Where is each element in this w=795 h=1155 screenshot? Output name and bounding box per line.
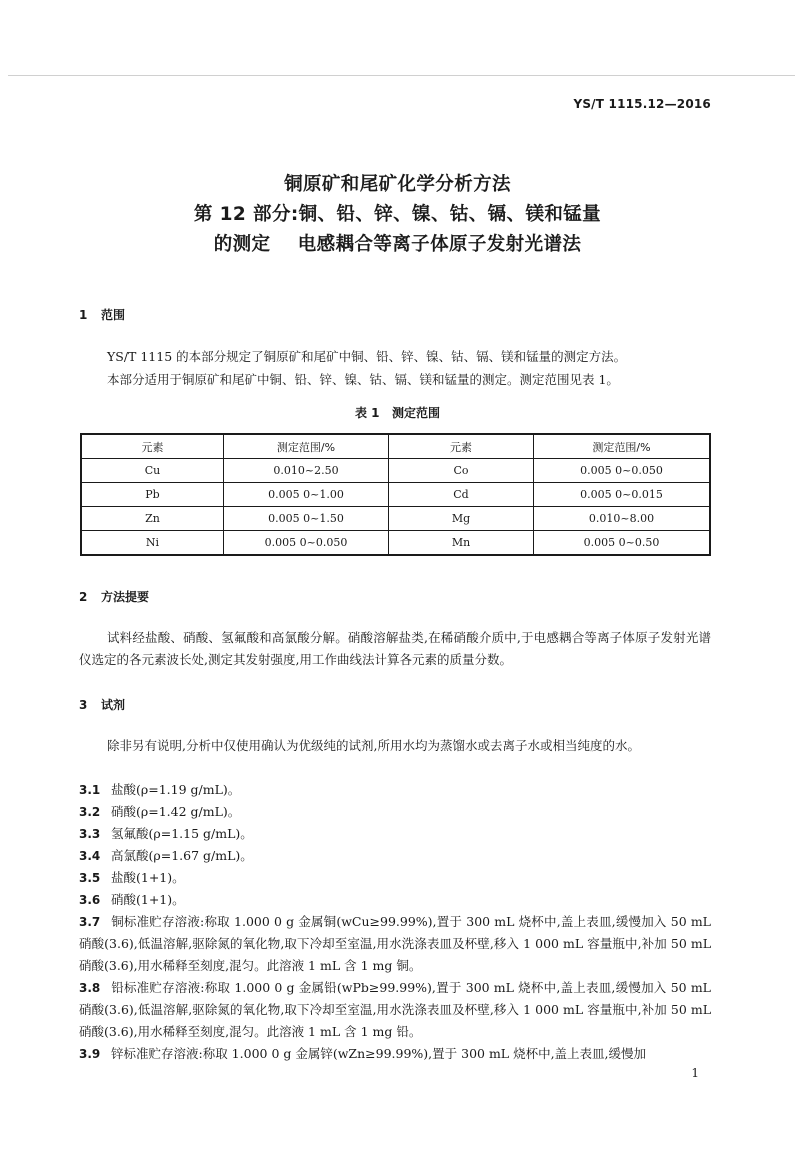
table-header-row xyxy=(81,434,710,459)
table-cell: 0.005 0~1.50 xyxy=(224,507,389,531)
table-cell: 0.010~2.50 xyxy=(224,459,389,483)
section-title: 试剂 xyxy=(101,698,126,712)
table-row xyxy=(81,459,710,483)
table-cell: 0.005 0~0.50 xyxy=(534,531,711,556)
item-text: 锌标准贮存溶液:称取 1.000 0 g 金属锌(wZn≥99.99%),置于 300 mL 烧杯中,盖上表皿,缓慢加 xyxy=(111,1046,647,1061)
table-row xyxy=(81,507,710,531)
title-line-1: 铜原矿和尾矿化学分析方法 xyxy=(284,174,511,195)
section-title: 范围 xyxy=(101,308,126,322)
section-number: 3 xyxy=(79,698,88,712)
item-number: 3.2 xyxy=(79,805,101,819)
item-number: 3.1 xyxy=(79,783,101,797)
item-number: 3.5 xyxy=(79,871,101,885)
section-1-heading xyxy=(79,306,125,323)
item-number: 3.9 xyxy=(79,1047,101,1061)
item-text: 硝酸(1+1)。 xyxy=(111,892,185,907)
table-cell: 0.010~8.00 xyxy=(534,507,711,531)
item-text: 高氯酸(ρ=1.67 g/mL)。 xyxy=(111,848,253,863)
section-1-paragraph-1: YS/T 1115 的本部分规定了铜原矿和尾矿中铜、铅、锌、镍、钴、镉、镁和锰量的测定方法。 xyxy=(107,349,627,364)
section-3-paragraph: 除非另有说明,分析中仅使用确认为优级纯的试剂,所用水均为蒸馏水或去离子水或相当纯度的水。 xyxy=(107,738,640,753)
section-title: 方法提要 xyxy=(101,590,150,604)
section-2-heading xyxy=(79,588,149,605)
item-number: 3.3 xyxy=(79,827,101,841)
list-item xyxy=(79,845,711,867)
item-text: 铅标准贮存溶液:称取 1.000 0 g 金属铅(wPb≥99.99%),置于 300 mL 烧杯中,盖上表皿,缓慢加入 50 mL 硝酸(3.6),低温溶解,驱除氮的氧化物,取下冷却至室温,用水洗涤表皿及杯壁,移入 1 000 mL 容量瓶中,补加 50 mL 硝酸(3.6),用水稀释至刻度,混匀。此溶液 1 mL 含 1 mg 铅。 xyxy=(79,980,711,1039)
page-number: 1 xyxy=(691,1066,699,1080)
item-text: 铜标准贮存溶液:称取 1.000 0 g 金属铜(wCu≥99.99%),置于 300 mL 烧杯中,盖上表皿,缓慢加入 50 mL 硝酸(3.6),低温溶解,驱除氮的氧化物,取下冷却至室温,用水洗涤表皿及杯壁,移入 1 000 mL 容量瓶中,补加 50 mL 硝酸(3.6),用水稀释至刻度,混匀。此溶液 1 mL 含 1 mg 铜。 xyxy=(79,914,711,973)
table-cell: Zn xyxy=(81,507,224,531)
column-header: 测定范围/% xyxy=(224,434,389,459)
table-cell: Pb xyxy=(81,483,224,507)
header-rule xyxy=(8,75,795,76)
item-text: 盐酸(1+1)。 xyxy=(111,870,185,885)
table-cell: 0.005 0~1.00 xyxy=(224,483,389,507)
item-text: 硝酸(ρ=1.42 g/mL)。 xyxy=(111,804,241,819)
column-header: 元素 xyxy=(389,434,534,459)
table-cell: Ni xyxy=(81,531,224,556)
list-item xyxy=(79,911,711,977)
list-item xyxy=(79,867,711,889)
list-item xyxy=(79,779,711,801)
column-header: 元素 xyxy=(81,434,224,459)
item-number: 3.7 xyxy=(79,915,101,929)
section-2-paragraph: 试料经盐酸、硝酸、氢氟酸和高氯酸分解。硝酸溶解盐类,在稀硝酸介质中,于电感耦合等离子体原子发射光谱仪选定的各元素波长处,测定其发射强度,用工作曲线法计算各元素的质量分数。 xyxy=(79,630,711,667)
table-cell: 0.005 0~0.050 xyxy=(224,531,389,556)
table-cell: Cu xyxy=(81,459,224,483)
item-number: 3.6 xyxy=(79,893,101,907)
table-row xyxy=(81,531,710,556)
item-number: 3.8 xyxy=(79,981,101,995)
section-3-heading xyxy=(79,696,125,713)
section-number: 1 xyxy=(79,308,88,322)
item-number: 3.4 xyxy=(79,849,101,863)
column-header: 测定范围/% xyxy=(534,434,711,459)
item-text: 盐酸(ρ=1.19 g/mL)。 xyxy=(111,782,241,797)
table-row xyxy=(81,483,710,507)
section-number: 2 xyxy=(79,590,88,604)
list-item xyxy=(79,977,711,1043)
measurement-range-table xyxy=(80,433,711,556)
title-line-3: 的测定 电感耦合等离子体原子发射光谱法 xyxy=(213,234,582,255)
list-item xyxy=(79,1043,711,1065)
item-text: 氢氟酸(ρ=1.15 g/mL)。 xyxy=(111,826,253,841)
table-caption: 表 1 测定范围 xyxy=(354,406,441,420)
table-cell: Mg xyxy=(389,507,534,531)
table-cell: Co xyxy=(389,459,534,483)
title-line-2: 第 12 部分:铜、铅、锌、镍、钴、镉、镁和锰量 xyxy=(193,204,602,225)
table-cell: Mn xyxy=(389,531,534,556)
standard-number: YS/T 1115.12—2016 xyxy=(573,97,711,111)
list-item xyxy=(79,823,711,845)
list-item xyxy=(79,801,711,823)
table-cell: Cd xyxy=(389,483,534,507)
table-cell: 0.005 0~0.050 xyxy=(534,459,711,483)
list-item xyxy=(79,889,711,911)
table-cell: 0.005 0~0.015 xyxy=(534,483,711,507)
section-1-paragraph-2: 本部分适用于铜原矿和尾矿中铜、铅、锌、镍、钴、镉、镁和锰量的测定。测定范围见表 1。 xyxy=(107,372,619,387)
